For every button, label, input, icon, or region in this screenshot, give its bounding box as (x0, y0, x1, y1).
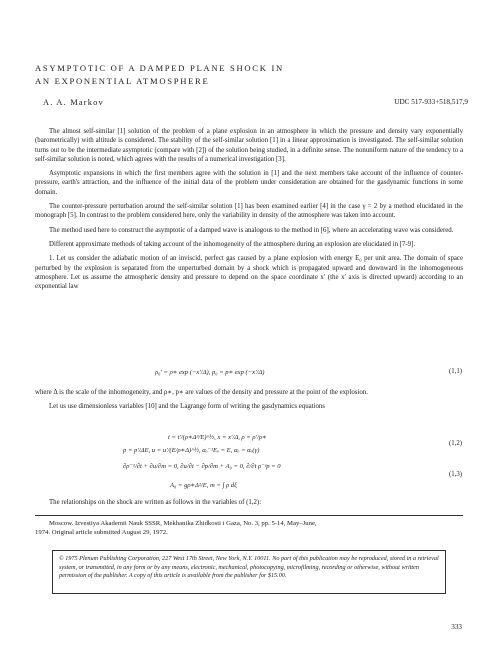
footnote (35, 519, 463, 537)
copyright-text: © 1975 Plenum Publishing Corporation, 227 West 17th Street, New York, N.Y. 10011. No part of this publication may be reproduced, stored in a retrieval system, or transmitted, in any form or by any means, electronic, mechanical, photocopying, microfilming, recording or otherwise, without written permission of the publisher. A copy of this article is available from the publisher for $15.00. (59, 555, 439, 580)
equation-number-1-2: (1,2) (448, 440, 462, 447)
copyright-notice-box (52, 550, 446, 594)
body-text-2 (35, 388, 463, 417)
author-name: A. A. Markov (43, 98, 104, 107)
article-title-line-1: ASYMPTOTIC OF A DAMPED PLANE SHOCK IN (35, 63, 284, 73)
equation-1-1: ρ₀′ = ρ∗ exp (−x′/Δ), p₀ = p∗ exp (−x′/Δ) (155, 369, 265, 376)
paragraph-method: The method used here to construct the asymptotic of a damped wave is analogous to the method in [6], where an accelerating wave was considered. (49, 226, 454, 234)
body-text-3 (35, 498, 463, 512)
footnote-line-2: 1974. Original article submitted August 29, 1972. (35, 529, 168, 536)
paragraph-where-delta: where Δ is the scale of the inhomogeneity, and ρ∗, p∗ are values of the density and pressure at the point of the explosion. (35, 389, 368, 396)
paragraph-approximate-methods: Different approximate methods of taking account of the inhomogeneity of the atmosphere during an explosion are elucidated in [7-9]. (49, 240, 416, 248)
article-title-line-2: AN EXPONENTIAL ATMOSPHERE (35, 76, 210, 86)
paragraph-section-1: 1. Let us consider the adiabatic motion of an inviscid, perfect gas caused by a plane explosion with energy E₀ per unit area. The domain of space perturbed by the explosion is separated from the unperturbed domain by a shock which is propagated upward and downward in the inhomogeneous atmosphere. Let us assume the atmospheric density and pressure to depend on the space coordinate x′ (the x′ axis is directed upward) according to an exponential law (35, 255, 463, 291)
equation-1-3-line-2: A₀ = gρ∗Δ²/E, m = ∫ ρ dξ (170, 482, 237, 489)
equation-1-2-line-1: t = t′/(ρ∗Δ³/E)^½, x = x′/Δ, ρ = ρ′/ρ∗ (168, 434, 267, 441)
paragraph-relationships: The relationships on the shock are written as follows in the variables of (1,2): (49, 499, 262, 506)
udc-code: UDC 517-933+518,517,9 (394, 98, 468, 106)
body-text (35, 127, 463, 296)
equation-number-1-3: (1,3) (448, 471, 462, 478)
paragraph-expansions: Asymptotic expansions in which the first members agree with the solution in [1] and the next members take account of the influence of counter-pressure, earth's attraction, and the influence of the initial data of the problem under consideration are obtained for the gasdynamic functions in some domain. (35, 170, 463, 196)
footnote-line-1: Moscow. Izvestiya Akademii Nauk SSSR, Mekhanika Zhidkosti i Gaza, No. 3, pp. 5-14, May–June, (49, 520, 317, 527)
paragraph-counter-pressure: The counter-pressure perturbation around the self-similar solution [1] has been examined earlier [4] in the case γ = 2 by a method elucidated in the monograph [5]. In contrast to the problem considered here, only the variability in density of the atmosphere was taken into account. (35, 203, 463, 220)
page-number: 333 (451, 623, 462, 631)
paragraph-lagrange: Let us use dimensionless variables [10] and the Lagrange form of writing the gasdynamics equations (49, 403, 325, 411)
equation-number-1-1: (1,1) (448, 368, 462, 375)
equation-1-3-line-1: ∂ρ⁻¹/∂t + ∂u/∂m = 0, ∂u/∂t − ∂p/∂m + A₀ = 0, ∂/∂t ρ⁻ᵞp = 0 (123, 463, 281, 470)
paragraph-abstract: The almost self-similar [1] solution of the problem of a plane explosion in an atmosphere in which the pressure and density vary exponentially (barometrically) with altitude is considered. The stability of the self-similar solution [1] in a linear approximation is investigated. The self-similar solution turns out to be the intermediate asymptotic (compare with [2]) of the solution being studied, in a definite sense. The nonuniform nature of the tendency to a self-similar solution is noted, which agrees with the results of a numerical investigation [3]. (35, 128, 463, 163)
equation-1-2-line-2: p = p′/ΔE, u = u′/(E/ρ∗Δ)^½, αₒ⁻¹Eₒ = E, αₒ = αₒ(γ) (123, 447, 260, 454)
footnote-divider (35, 515, 463, 516)
